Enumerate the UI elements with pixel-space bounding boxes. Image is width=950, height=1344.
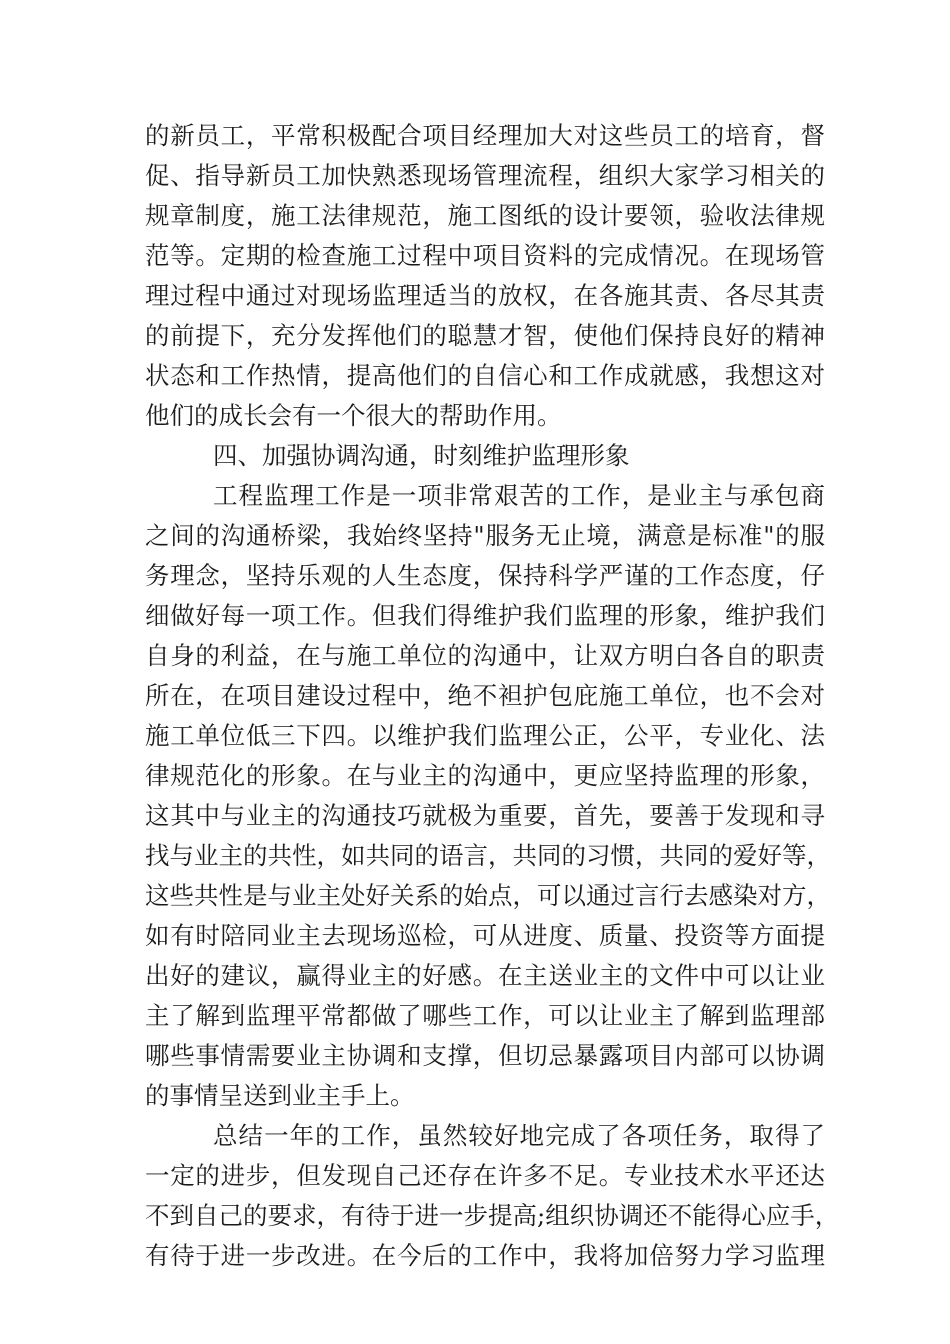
text-line: 有待于进一步改进。在今后的工作中，我将加倍努力学习监理 <box>145 1241 825 1270</box>
text-line: 状态和工作热情，提高他们的自信心和工作成就感，我想这对 <box>145 361 825 390</box>
text-line: 之间的沟通桥梁，我始终坚持"服务无止境，满意是标准"的服 <box>145 521 825 550</box>
text-line: 务理念，坚持乐观的人生态度，保持科学严谨的工作态度，仔 <box>145 561 825 590</box>
text-line: 出好的建议，赢得业主的好感。在主送业主的文件中可以让业 <box>145 961 825 990</box>
section-heading: 四、加强协调沟通，时刻维护监理形象 <box>213 441 630 470</box>
text-line: 细做好每一项工作。但我们得维护我们监理的形象，维护我们 <box>145 601 825 630</box>
text-line: 理过程中通过对现场监理适当的放权，在各施其责、各尽其责 <box>145 281 825 310</box>
text-line: 规章制度，施工法律规范，施工图纸的设计要领，验收法律规 <box>145 201 825 230</box>
text-line: 促、指导新员工加快熟悉现场管理流程，组织大家学习相关的 <box>145 161 825 190</box>
text-line: 所在，在项目建设过程中，绝不袒护包庇施工单位，也不会对 <box>145 681 825 710</box>
text-line: 他们的成长会有一个很大的帮助作用。 <box>145 401 562 430</box>
text-line: 的事情呈送到业主手上。 <box>145 1081 415 1110</box>
text-line: 自身的利益，在与施工单位的沟通中，让双方明白各自的职责 <box>145 641 825 670</box>
text-line: 总结一年的工作，虽然较好地完成了各项任务，取得了 <box>213 1121 825 1150</box>
text-line: 律规范化的形象。在与业主的沟通中，更应坚持监理的形象， <box>145 761 825 790</box>
text-line: 的前提下，充分发挥他们的聪慧才智，使他们保持良好的精神 <box>145 321 825 350</box>
text-line: 哪些事情需要业主协调和支撑，但切忌暴露项目内部可以协调 <box>145 1041 825 1070</box>
text-line: 这些共性是与业主处好关系的始点，可以通过言行去感染对方， <box>145 881 831 910</box>
text-line: 主了解到监理平常都做了哪些工作，可以让业主了解到监理部 <box>145 1001 825 1030</box>
text-line: 这其中与业主的沟通技巧就极为重要，首先，要善于发现和寻 <box>145 801 825 830</box>
text-line: 找与业主的共性，如共同的语言，共同的习惯，共同的爱好等， <box>145 841 831 870</box>
text-line: 如有时陪同业主去现场巡检，可从进度、质量、投资等方面提 <box>145 921 825 950</box>
text-line: 的新员工，平常积极配合项目经理加大对这些员工的培育，督 <box>145 121 825 150</box>
text-line: 不到自己的要求，有待于进一步提高;组织协调还不能得心应手， <box>145 1201 840 1230</box>
text-line: 范等。定期的检查施工过程中项目资料的完成情况。在现场管 <box>145 241 825 270</box>
text-line: 施工单位低三下四。以维护我们监理公正，公平，专业化、法 <box>145 721 825 750</box>
text-line: 工程监理工作是一项非常艰苦的工作，是业主与承包商 <box>213 481 825 510</box>
text-line: 一定的进步，但发现自己还存在许多不足。专业技术水平还达 <box>145 1161 825 1190</box>
